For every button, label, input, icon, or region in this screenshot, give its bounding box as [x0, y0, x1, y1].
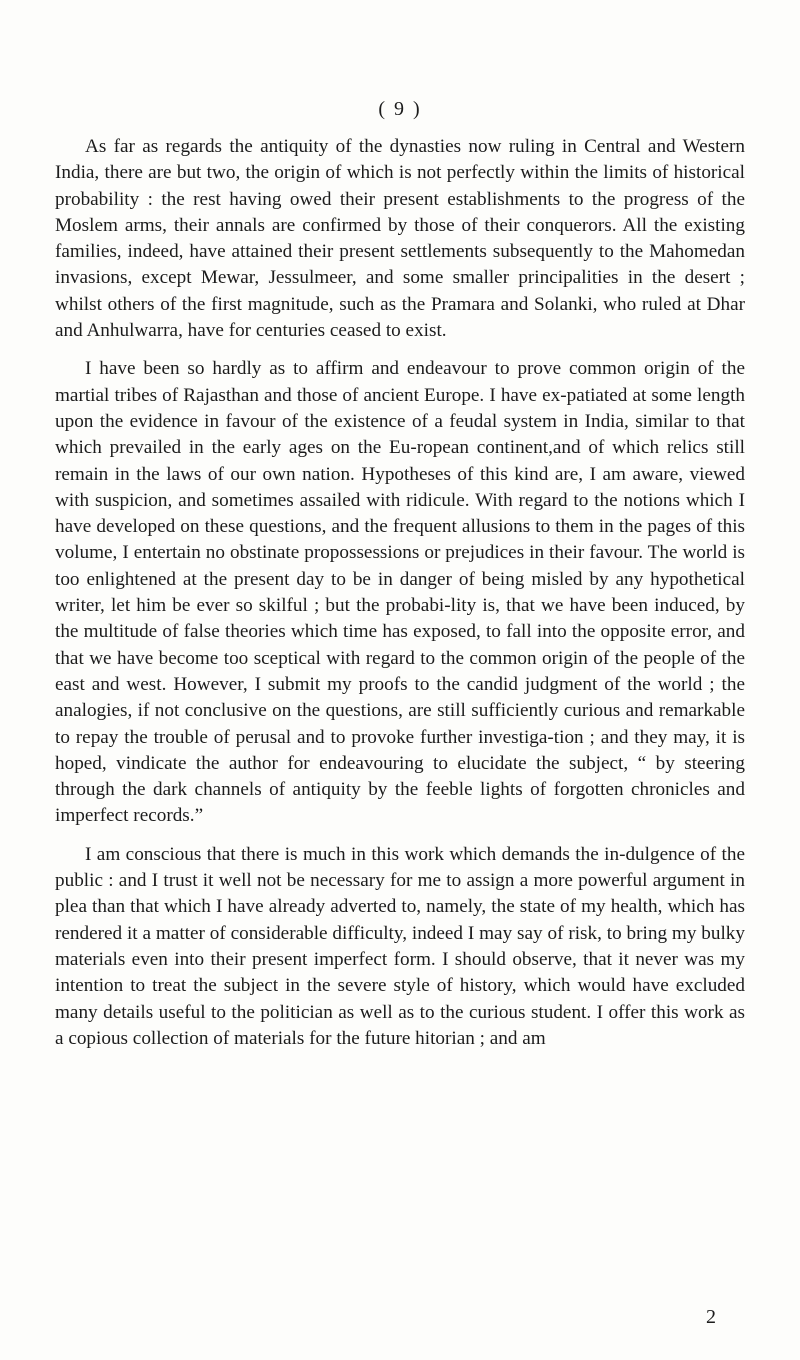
paragraph-1: As far as regards the antiquity of the dynasties now ruling in Central and Western India, there are but two, the origin of which is not perfectly within the limits of historical probability : the rest having owed their present establishments to the progress of the Moslem arms, their annals are confirmed by those of their conquerors. All the existing families, indeed, have attained their present settlements subsequently to the Mahomedan invasions, except Mewar, Jessulmeer, and some smaller principalities in the desert ; whilst others of the first magnitude, such as the Pramara and Solanki, who ruled at Dhar and Anhulwarra, have for centuries ceased to exist.	[55, 136, 745, 342]
paragraph-3: I am conscious that there is much in this work which demands the in-dulgence of the public : and I trust it well not be necessary for me to assign a more powerful argument in plea than that which I have already adverted to, namely, the state of my health, which has rendered it a matter of considerable difficulty, indeed I may say of risk, to bring my bulky materials even into their present imperfect form. I should observe, that it never was my intention to treat the subject in the severe style of history, which would have excluded many details useful to the politician as well as to the curious student. I offer this work as a copious collection of materials for the future hitorian ; and am	[55, 843, 745, 1049]
signature-mark: 2	[706, 1306, 716, 1328]
body-text	[55, 134, 745, 1064]
page-number: ( 9 )	[378, 98, 422, 120]
paragraph-2: I have been so hardly as to affirm and endeavour to prove common origin of the martial tribes of Rajasthan and those of ancient Europe. I have ex-patiated at some length upon the evidence in favour of the existence of a feudal system in India, similar to that which prevailed in the early ages on the Eu-ropean continent,and of which relics still remain in the laws of our own nation. Hypotheses of this kind are, I am aware, viewed with suspicion, and sometimes assailed with ridicule. With regard to the notions which I have developed on these questions, and the frequent allusions to them in the pages of this volume, I entertain no obstinate propossessions or prejudices in their favour. The world is too enlightened at the present day to be in danger of being misled by any hypothetical writer, let him be ever so skilful ; but the probabi-lity is, that we have been induced, by the multitude of false theories which time has exposed, to fall into the opposite error, and that we have become too sceptical with regard to the common origin of the people of the east and west. However, I submit my proofs to the candid judgment of the world ; the analogies, if not conclusive on the questions, are still sufficiently curious and remarkable to repay the trouble of perusal and to provoke further investiga-tion ; and they may, it is hoped, vindicate the author for endeavouring to elucidate the subject, “ by steering through the dark channels of antiquity by the feeble lights of forgotten chronicles and imperfect records.”	[55, 358, 745, 827]
